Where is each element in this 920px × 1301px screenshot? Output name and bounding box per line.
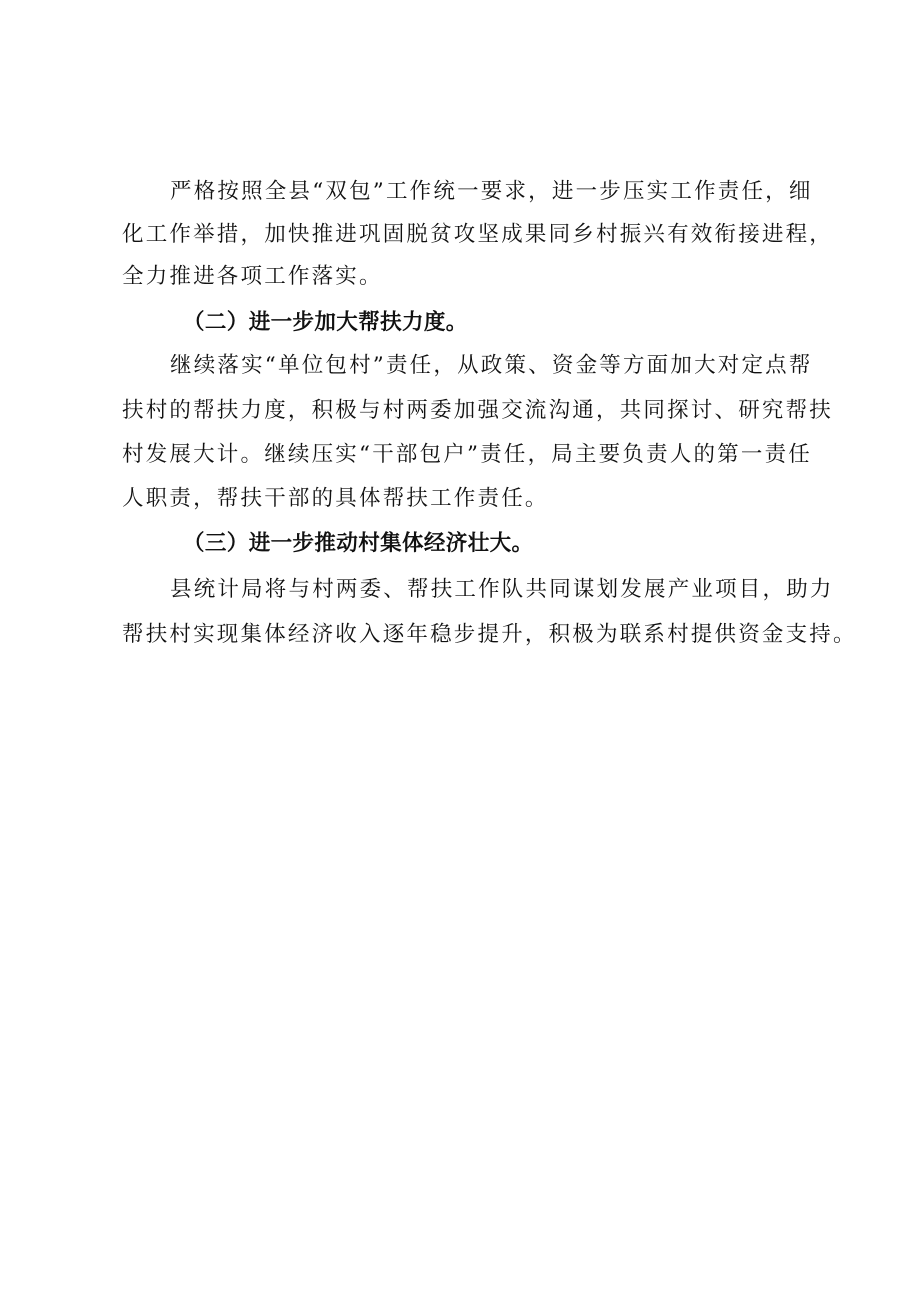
paragraph-line: 扶村的帮扶力度，积极与村两委加强交流沟通，共同探讨、研究帮扶 [122, 398, 834, 423]
section-heading-3: （三）进一步推动村集体经济壮大。 [183, 531, 534, 556]
paragraph-line: 全力推进各项工作落实。 [122, 264, 383, 289]
paragraph-line: 化工作举措，加快推进巩固脱贫攻坚成果同乡村振兴有效衔接进程， [122, 222, 834, 247]
paragraph-line: 严格按照全县“双包”工作统一要求，进一步压实工作责任，细 [170, 179, 813, 204]
paragraph-line: 帮扶村实现集体经济收入逐年稳步提升，积极为联系村提供资金支持。 [122, 622, 857, 647]
section-heading-2: （二）进一步加大帮扶力度。 [183, 310, 468, 335]
paragraph-line: 县统计局将与村两委、帮扶工作队共同谋划发展产业项目，助力 [170, 577, 834, 602]
paragraph-line: 人职责，帮扶干部的具体帮扶工作责任。 [122, 486, 549, 511]
paragraph-line: 村发展大计。继续压实“干部包户”责任，局主要负责人的第一责任 [122, 442, 812, 467]
paragraph-line: 继续落实“单位包村”责任，从政策、资金等方面加大对定点帮 [170, 353, 813, 378]
